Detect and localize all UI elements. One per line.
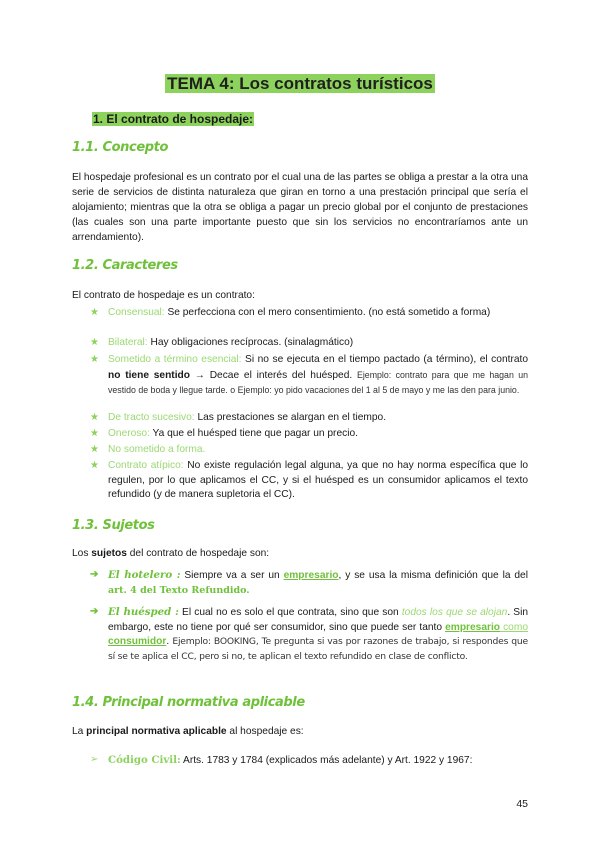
chevron-right-icon: ➢ (90, 754, 99, 765)
list-item-hotelero: ➔ El hotelero : Siempre va a ser un empresario, y se usa la misma definición que la del art. 4 del Texto Refundido. (90, 569, 528, 596)
star-icon: ★ (90, 354, 99, 365)
star-icon: ★ (90, 412, 99, 423)
star-icon: ★ (90, 444, 99, 455)
list-item-huesped: ➔ El huésped : El cual no es solo el que contrata, sino que son todos los que se alojan. Sin embargo, este no tiene por qué ser consumidor, sino que puede ser tanto empresario como consumidor. Ejemplo: BOOKING, Te pregunta si vas por razones de trabajo, si respondes que sí se te aplica el CC, pero si no, te aplican el texto refundido en clase de conflicto. (90, 606, 529, 662)
star-icon: ★ (90, 307, 99, 318)
list-item-termino-esencial: ★ Sometido a término esencial: Si no se ejecuta en el tiempo pactado (a término), el contrato no tiene sentido → Decae el interés del huésped. Ejemplo: contrato para que me hagan un vestido de boda y llegue tarde. o Ejemplo: yo pido vacaciones del 1 al 5 de mayo y me las den para junio. (90, 354, 528, 395)
subheading-concepto: 1.1. Concepto (72, 140, 168, 155)
list-item-consensual: ★ Consensual: Se perfecciona con el mero consentimiento. (no está sometido a forma) (108, 306, 528, 321)
list-item-codigo-civil: ➢ Código Civil: Arts. 1783 y 1784 (explicados más adelante) y Art. 1922 y 1967: (90, 754, 473, 766)
star-icon: ★ (90, 337, 99, 348)
list-item-tracto-sucesivo: ★ De tracto sucesivo: Las prestaciones se alargan en el tiempo. (108, 411, 528, 426)
paragraph-normativa-intro: La principal normativa aplicable al hospedaje es: (72, 726, 304, 737)
subheading-caracteres: 1.2. Caracteres (72, 258, 178, 273)
list-item-oneroso: ★ Oneroso: Ya que el huésped tiene que pagar un precio. (108, 427, 528, 442)
paragraph-concepto: El hospedaje profesional es un contrato por el cual una de las partes se obliga a prestar a la otra una serie de servicios de distinta naturaleza que giran en torno a una prestación principal que sería el alojamiento; mientras que la otra se obliga a pagar un precio global por el conjunto de prestaciones (las cuales son una parte importante puesto que sin los servicios no encontraríamos ante un arrendamiento). (72, 172, 528, 243)
page-title: TEMA 4: Los contratos turísticos (167, 74, 433, 93)
arrow-right-icon: ➔ (90, 606, 99, 617)
star-icon: ★ (90, 460, 99, 471)
arrow-right-icon: ➔ (90, 569, 99, 580)
paragraph-sujetos-intro: Los sujetos del contrato de hospedaje son: (72, 548, 270, 559)
paragraph-caracteres-intro: El contrato de hospedaje es un contrato: (72, 290, 255, 301)
list-item-sin-forma: ★ No sometido a forma. (108, 443, 528, 458)
star-icon: ★ (90, 428, 99, 439)
section-heading: 1. El contrato de hospedaje: (93, 112, 254, 126)
subheading-sujetos: 1.3. Sujetos (72, 518, 155, 533)
list-item-bilateral: ★ Bilateral: Hay obligaciones recíprocas. (sinalagmático) (108, 336, 528, 351)
list-item-atipico: ★ Contrato atípico: No existe regulación legal alguna, ya que no hay norma específica que lo regulen, por lo que aplicamos el CC, y si el huésped es un consumidor aplicamos el texto refundido (y de manera supletoria el CC). (90, 460, 529, 500)
subheading-normativa: 1.4. Principal normativa aplicable (72, 695, 305, 710)
page-number: 45 (516, 798, 528, 810)
